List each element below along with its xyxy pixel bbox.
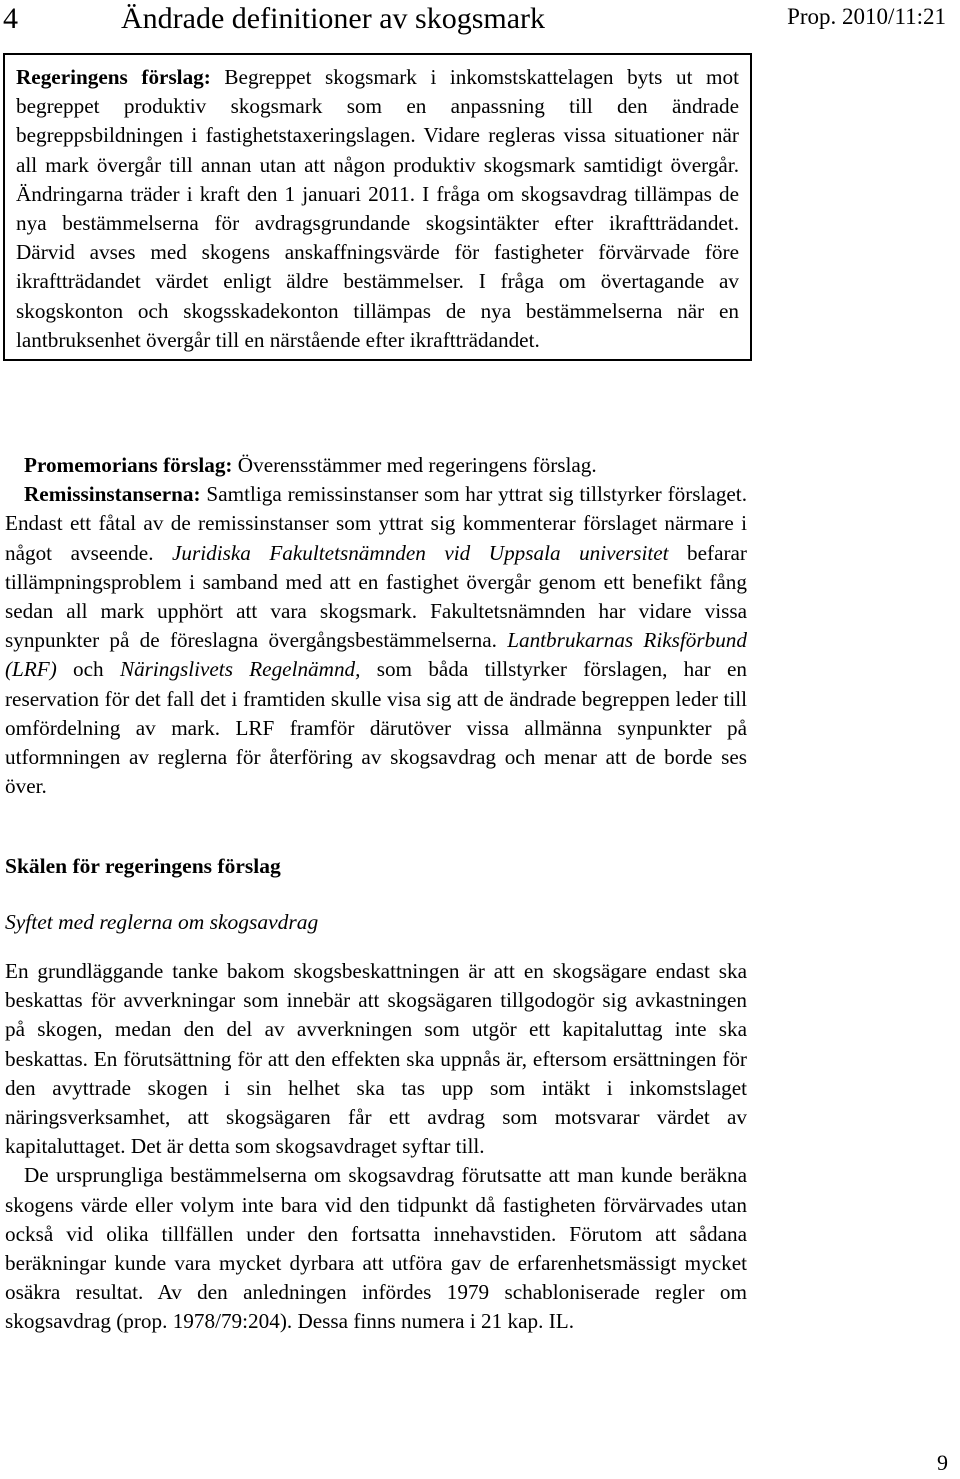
organization-name: Juridiska Fakultetsnämnden vid Uppsala universitet <box>172 540 669 565</box>
body-paragraph: En grundläggande tanke bakom skogsbeskattningen är att en skogsägare endast ska beskattas för avverkningar som innebär att skogsägaren tillgodogör sig avkastningen på skogen, medan den del av avverkningen som utgör ett kapitaluttag inte ska beskattas. En förutsättning för att den effekten ska uppnås är, eftersom ersättningen för den avyttrade skogen i sin helhet ska tas upp som intäkt i inkomstslaget näringsverksamhet, att skogsägaren får ett avdrag som motsvarar värdet av kapitaluttaget. Det är detta som skogsavdraget syftar till. <box>5 959 747 1159</box>
promemoria-paragraph <box>5 451 747 480</box>
government-proposal-box <box>3 53 752 361</box>
organization-name: Näringslivets Regelnämnd, <box>119 657 361 682</box>
sub-heading: Syftet med reglerna om skogsavdrag <box>5 910 319 934</box>
remiss-text: befarar tillämpningsproblem i samband med att en fastighet övergår genom ett benefikt fång sedan all mark upphört att vara skogsmark. Fakultetsnämnden har vidare vissa synpunkter på de föreslagna övergångsbestämmelserna. <box>5 540 747 653</box>
remiss-label: Remissinstanserna: <box>24 482 201 507</box>
section-heading: Skälen för regeringens förslag <box>5 854 281 878</box>
remiss-text: som båda tillstyrker förslagen, har en reservation för det fall det i framtiden skulle visa sig att de ändrade begreppen leder till omfördelning av mark. LRF framför därutöver vissa allmänna synpunkter på utformningen av reglerna för återföring av skogsavdrag och menar att de borde ses över. <box>5 657 747 799</box>
remiss-paragraph <box>5 480 747 801</box>
promemoria-label: Promemorians förslag: <box>24 453 233 477</box>
remiss-section <box>5 451 747 801</box>
proposal-label: Regeringens förslag: <box>16 65 211 89</box>
organization-name: Lantbrukarnas Riksförbund (LRF) <box>5 628 747 682</box>
body-paragraph: De ursprungliga bestämmelserna om skogsavdrag förutsatte att man kunde beräkna skogens värde eller volym inte bara vid den tidpunkt då fastigheten förvärvades utan också vid olika tillfällen under den fortsatta innehavstiden. Förutom att sådana beräkningar kunde vara mycket dyrbara att utföra gav de erfarenhetsmässigt mycket osäkra resultat. Av den anledningen infördes 1979 schabloniserade regler om skogsavdrag (prop. 1978/79:204). Dessa finns numera i 21 kap. IL. <box>5 1163 747 1334</box>
page-number: 9 <box>937 1450 948 1475</box>
chapter-number: 4 <box>3 2 18 35</box>
remiss-text: Samtliga remissinstanser som har yttrat sig tillstyrker förslaget. Endast ett fåtal av de remissinstanser som yttrat sig kommenterar förslaget närmare i något avseende. <box>5 482 747 565</box>
page-header <box>0 0 960 40</box>
prop-reference: Prop. 2010/11:21 <box>787 4 946 29</box>
remiss-text: och <box>56 657 120 682</box>
proposal-text: Begreppet skogsmark i inkomstskattelagen byts ut mot begreppet produktiv skogsmark som en anpassning till den ändrade begreppsbildningen i fastighetstaxeringslagen. Vidare regleras vissa situationer när all mark övergår till annan utan att någon produktiv skogsmark samtidigt övergår. Ändringarna träder i kraft den 1 januari 2011. I fråga om skogsavdrag tillämpas de nya bestämmelserna för avdragsgrundande skogsintäkter efter ikraftträdandet. Därvid avses med skogens anskaffningsvärde för fastigheter förvärvade före ikraftträdandet värdet enligt äldre bestämmelser. I fråga om övertagande av skogskonton och skogsskadekonton tillämpas de nya bestämmelserna när en lantbruksenhet övergår till en närstående efter ikraftträdandet. <box>16 65 740 352</box>
body-section <box>5 957 747 1337</box>
chapter-title: Ändrade definitioner av skogsmark <box>121 2 546 35</box>
promemoria-text: Överensstämmer med regeringens förslag. <box>232 453 597 477</box>
